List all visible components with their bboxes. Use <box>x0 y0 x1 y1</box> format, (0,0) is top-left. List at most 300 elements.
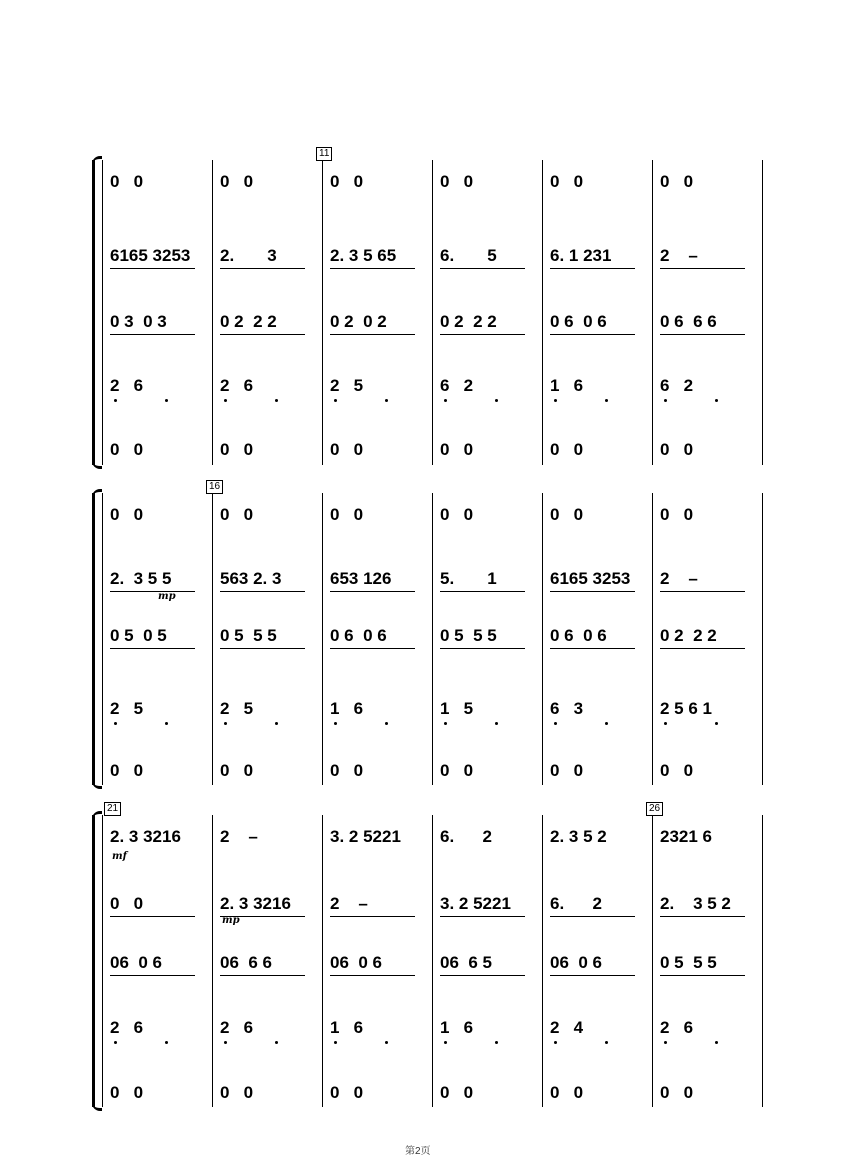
barline <box>432 493 433 785</box>
jianpu-notes: 2 5 6 1 <box>660 699 712 718</box>
octave-dot <box>334 399 337 402</box>
jianpu-notes: 0 0 <box>330 505 364 524</box>
octave-dot <box>444 1041 447 1044</box>
part-row <box>440 376 544 416</box>
part-row <box>110 626 214 666</box>
part-row <box>550 505 654 545</box>
part-row <box>660 505 764 545</box>
measure <box>660 493 764 785</box>
jianpu-notes: 2. 3 3216 <box>220 894 291 913</box>
jianpu-notes: 0 0 <box>110 172 144 191</box>
jianpu-notes: 6 3 <box>550 699 584 718</box>
beam-line <box>440 591 525 592</box>
beam-line <box>660 591 745 592</box>
part-row <box>440 1083 544 1123</box>
beam-line <box>220 975 305 976</box>
part-row <box>110 312 214 352</box>
part-row <box>660 1083 764 1123</box>
jianpu-notes: 0 0 <box>660 1083 694 1102</box>
jianpu-notes: 0 2 2 2 <box>440 312 497 331</box>
octave-dot <box>165 722 168 725</box>
measure <box>440 160 544 465</box>
jianpu-notes: 2321 6 <box>660 827 712 846</box>
jianpu-notes: 0 0 <box>110 505 144 524</box>
part-row <box>330 699 434 739</box>
jianpu-notes: 2 6 <box>110 1018 144 1037</box>
part-row <box>110 1083 214 1123</box>
part-row <box>330 312 434 352</box>
part-row <box>440 1018 544 1058</box>
part-row <box>550 894 654 934</box>
jianpu-notes: 0 0 <box>110 761 144 780</box>
barline <box>322 815 323 1107</box>
beam-line <box>110 591 195 592</box>
beam-line <box>440 916 525 917</box>
octave-dot <box>114 399 117 402</box>
octave-dot <box>385 399 388 402</box>
beam-line <box>550 334 635 335</box>
part-row <box>440 953 544 993</box>
jianpu-notes: 1 6 <box>330 1018 364 1037</box>
jianpu-notes: 06 0 6 <box>110 953 162 972</box>
measure <box>330 815 434 1107</box>
jianpu-notes: 563 2. 3 <box>220 569 282 588</box>
jianpu-notes: 3. 2 5221 <box>330 827 401 846</box>
part-row <box>660 953 764 993</box>
jianpu-notes: 2 5 <box>220 699 254 718</box>
jianpu-notes: 6165 3253 <box>550 569 631 588</box>
jianpu-notes: 5. 1 <box>440 569 497 588</box>
part-row <box>440 172 544 212</box>
beam-line <box>440 268 525 269</box>
octave-dot <box>715 722 718 725</box>
part-row <box>660 761 764 801</box>
barline <box>432 160 433 465</box>
jianpu-notes: 0 0 <box>440 440 474 459</box>
jianpu-notes: 0 2 2 2 <box>660 626 717 645</box>
jianpu-notes: 0 5 5 5 <box>660 953 717 972</box>
part-row <box>110 246 214 286</box>
barline <box>212 815 213 1107</box>
part-row <box>660 172 764 212</box>
measure <box>330 160 434 465</box>
jianpu-notes: 6 2 <box>440 376 474 395</box>
page-footer: 第2页 <box>405 1146 431 1157</box>
beam-line <box>660 648 745 649</box>
part-row <box>660 894 764 934</box>
dynamic-marking: mp <box>222 915 240 926</box>
jianpu-notes: 3. 2 5221 <box>440 894 511 913</box>
part-row <box>220 376 324 416</box>
beam-line <box>330 916 415 917</box>
jianpu-notes: 0 6 0 6 <box>550 626 607 645</box>
octave-dot <box>444 722 447 725</box>
part-row <box>330 172 434 212</box>
rehearsal-mark: 16 <box>206 480 223 494</box>
jianpu-notes: 0 0 <box>220 761 254 780</box>
rehearsal-mark: 21 <box>104 802 121 816</box>
part-row <box>220 699 324 739</box>
part-row <box>440 699 544 739</box>
jianpu-notes: 2 6 <box>110 376 144 395</box>
rehearsal-mark: 11 <box>316 147 332 161</box>
dynamic-marking: mf <box>112 851 127 862</box>
part-row <box>660 569 764 609</box>
jianpu-notes: 0 0 <box>660 505 694 524</box>
part-row <box>330 569 434 609</box>
jianpu-notes: 0 0 <box>440 761 474 780</box>
jianpu-notes: 0 0 <box>110 440 144 459</box>
system-start-line <box>102 160 103 465</box>
barline <box>652 160 653 465</box>
jianpu-notes: 2 6 <box>220 376 254 395</box>
beam-line <box>550 648 635 649</box>
beam-line <box>330 591 415 592</box>
part-row <box>440 505 544 545</box>
part-row <box>110 172 214 212</box>
jianpu-notes: 0 0 <box>550 761 584 780</box>
octave-dot <box>334 1041 337 1044</box>
octave-dot <box>385 722 388 725</box>
beam-line <box>220 268 305 269</box>
jianpu-notes: 0 0 <box>110 894 144 913</box>
jianpu-notes: 0 2 2 2 <box>220 312 277 331</box>
jianpu-notes: 0 0 <box>220 1083 254 1102</box>
beam-line <box>550 975 635 976</box>
jianpu-notes: 1 6 <box>550 376 584 395</box>
barline <box>652 815 653 1107</box>
part-row <box>330 626 434 666</box>
jianpu-notes: 2. 3 <box>220 246 277 265</box>
dynamic-marking: mp <box>158 591 176 602</box>
part-row <box>550 699 654 739</box>
jianpu-notes: 0 0 <box>440 1083 474 1102</box>
part-row <box>660 440 764 480</box>
octave-dot <box>554 722 557 725</box>
measure <box>440 815 544 1107</box>
measure <box>660 160 764 465</box>
part-row <box>440 827 544 867</box>
part-row <box>330 953 434 993</box>
beam-line <box>110 268 195 269</box>
measure <box>330 493 434 785</box>
part-row <box>550 953 654 993</box>
jianpu-notes: 1 6 <box>440 1018 474 1037</box>
octave-dot <box>275 399 278 402</box>
jianpu-notes: 0 6 0 6 <box>330 626 387 645</box>
jianpu-notes: 0 0 <box>550 440 584 459</box>
jianpu-notes: 0 5 5 5 <box>220 626 277 645</box>
barline <box>762 815 763 1107</box>
octave-dot <box>605 1041 608 1044</box>
jianpu-notes: 6. 2 <box>440 827 492 846</box>
part-row <box>220 827 324 867</box>
jianpu-notes: 1 5 <box>440 699 474 718</box>
part-row <box>550 246 654 286</box>
jianpu-notes: 2 6 <box>220 1018 254 1037</box>
barline <box>542 815 543 1107</box>
part-row <box>440 626 544 666</box>
score-system <box>92 481 772 785</box>
octave-dot <box>165 399 168 402</box>
octave-dot <box>165 1041 168 1044</box>
beam-line <box>550 268 635 269</box>
beam-line <box>330 648 415 649</box>
jianpu-notes: 06 0 6 <box>550 953 602 972</box>
beam-line <box>660 916 745 917</box>
jianpu-notes: 0 6 6 6 <box>660 312 717 331</box>
part-row <box>330 440 434 480</box>
part-row <box>330 827 434 867</box>
part-row <box>110 761 214 801</box>
octave-dot <box>444 399 447 402</box>
part-row <box>330 246 434 286</box>
score-system <box>92 148 772 465</box>
beam-line <box>110 975 195 976</box>
octave-dot <box>715 399 718 402</box>
beam-line <box>440 648 525 649</box>
octave-dot <box>605 399 608 402</box>
barline <box>762 160 763 465</box>
system-bracket <box>92 815 101 1107</box>
jianpu-notes: 0 0 <box>550 505 584 524</box>
beam-line <box>330 975 415 976</box>
octave-dot <box>275 722 278 725</box>
jianpu-notes: 2 – <box>660 246 698 265</box>
part-row <box>550 827 654 867</box>
jianpu-notes: 2 4 <box>550 1018 584 1037</box>
octave-dot <box>495 722 498 725</box>
jianpu-notes: 1 6 <box>330 699 364 718</box>
beam-line <box>440 975 525 976</box>
octave-dot <box>224 1041 227 1044</box>
measure <box>110 493 214 785</box>
part-row <box>660 246 764 286</box>
octave-dot <box>224 399 227 402</box>
part-row <box>330 505 434 545</box>
part-row <box>220 505 324 545</box>
system-start-line <box>102 815 103 1107</box>
beam-line <box>550 916 635 917</box>
octave-dot <box>114 722 117 725</box>
jianpu-notes: 0 2 0 2 <box>330 312 387 331</box>
part-row <box>110 505 214 545</box>
part-row <box>110 376 214 416</box>
beam-line <box>220 334 305 335</box>
barline <box>212 493 213 785</box>
part-row <box>550 376 654 416</box>
jianpu-notes: 0 0 <box>550 1083 584 1102</box>
jianpu-notes: 0 0 <box>330 1083 364 1102</box>
part-row <box>550 626 654 666</box>
jianpu-notes: 6. 1 231 <box>550 246 612 265</box>
part-row <box>550 761 654 801</box>
part-row <box>440 894 544 934</box>
barline <box>542 493 543 785</box>
part-row <box>110 699 214 739</box>
part-row <box>330 376 434 416</box>
jianpu-notes: 653 126 <box>330 569 392 588</box>
octave-dot <box>664 722 667 725</box>
score-system <box>92 803 772 1107</box>
part-row <box>220 894 324 934</box>
jianpu-notes: 0 0 <box>550 172 584 191</box>
part-row <box>110 440 214 480</box>
jianpu-notes: 2. 3 5 2 <box>660 894 731 913</box>
jianpu-notes: 0 0 <box>220 505 254 524</box>
octave-dot <box>334 722 337 725</box>
part-row <box>110 894 214 934</box>
octave-dot <box>554 399 557 402</box>
part-row <box>220 246 324 286</box>
barline <box>212 160 213 465</box>
jianpu-notes: 0 0 <box>330 172 364 191</box>
barline <box>432 815 433 1107</box>
jianpu-notes: 0 0 <box>660 761 694 780</box>
jianpu-notes: 0 0 <box>440 172 474 191</box>
part-row <box>220 312 324 352</box>
beam-line <box>660 334 745 335</box>
measure <box>220 815 324 1107</box>
jianpu-notes: 6. 2 <box>550 894 602 913</box>
octave-dot <box>554 1041 557 1044</box>
beam-line <box>660 268 745 269</box>
part-row <box>110 953 214 993</box>
part-row <box>550 172 654 212</box>
beam-line <box>110 916 195 917</box>
part-row <box>550 1018 654 1058</box>
barline <box>762 493 763 785</box>
part-row <box>220 761 324 801</box>
measure <box>110 160 214 465</box>
part-row <box>330 761 434 801</box>
part-row <box>440 440 544 480</box>
part-row <box>660 827 764 867</box>
octave-dot <box>664 1041 667 1044</box>
part-row <box>660 312 764 352</box>
jianpu-notes: 2 5 <box>110 699 144 718</box>
part-row <box>220 1083 324 1123</box>
beam-line <box>110 648 195 649</box>
barline <box>322 493 323 785</box>
beam-line <box>110 334 195 335</box>
jianpu-notes: 0 6 0 6 <box>550 312 607 331</box>
part-row <box>220 440 324 480</box>
jianpu-notes: 0 5 0 5 <box>110 626 167 645</box>
jianpu-notes: 2. 3 5 5 <box>110 569 172 588</box>
part-row <box>440 312 544 352</box>
jianpu-notes: 0 0 <box>660 440 694 459</box>
jianpu-notes: 0 0 <box>330 761 364 780</box>
jianpu-notes: 2 – <box>660 569 698 588</box>
beam-line <box>330 268 415 269</box>
part-row <box>660 699 764 739</box>
measure <box>550 160 654 465</box>
jianpu-notes: 2 – <box>220 827 258 846</box>
barline <box>322 160 323 465</box>
jianpu-notes: 0 0 <box>220 172 254 191</box>
system-bracket <box>92 493 101 785</box>
jianpu-notes: 06 0 6 <box>330 953 382 972</box>
beam-line <box>330 334 415 335</box>
measure <box>550 815 654 1107</box>
rehearsal-mark: 26 <box>646 802 663 816</box>
part-row <box>220 1018 324 1058</box>
part-row <box>440 569 544 609</box>
octave-dot <box>495 399 498 402</box>
part-row <box>330 1018 434 1058</box>
part-row <box>550 569 654 609</box>
part-row <box>440 761 544 801</box>
part-row <box>550 1083 654 1123</box>
beam-line <box>660 975 745 976</box>
part-row <box>550 312 654 352</box>
beam-line <box>440 334 525 335</box>
jianpu-notes: 0 3 0 3 <box>110 312 167 331</box>
octave-dot <box>495 1041 498 1044</box>
octave-dot <box>605 722 608 725</box>
beam-line <box>220 591 305 592</box>
jianpu-notes: 0 0 <box>660 172 694 191</box>
octave-dot <box>664 399 667 402</box>
part-row <box>550 440 654 480</box>
octave-dot <box>275 1041 278 1044</box>
system-start-line <box>102 493 103 785</box>
barline <box>652 493 653 785</box>
measure <box>550 493 654 785</box>
jianpu-notes: 0 0 <box>220 440 254 459</box>
jianpu-notes: 2 5 <box>330 376 364 395</box>
octave-dot <box>224 722 227 725</box>
part-row <box>330 894 434 934</box>
measure <box>220 493 324 785</box>
beam-line <box>220 648 305 649</box>
jianpu-notes: 2. 3 5 2 <box>550 827 607 846</box>
jianpu-notes: 6165 3253 <box>110 246 191 265</box>
part-row <box>220 172 324 212</box>
part-row <box>110 1018 214 1058</box>
part-row <box>660 626 764 666</box>
jianpu-notes: 0 0 <box>330 440 364 459</box>
beam-line <box>550 591 635 592</box>
jianpu-notes: 0 5 5 5 <box>440 626 497 645</box>
measure <box>660 815 764 1107</box>
octave-dot <box>114 1041 117 1044</box>
jianpu-notes: 2. 3 5 65 <box>330 246 397 265</box>
part-row <box>220 953 324 993</box>
octave-dot <box>715 1041 718 1044</box>
barline <box>542 160 543 465</box>
jianpu-notes: 6 2 <box>660 376 694 395</box>
measure <box>440 493 544 785</box>
jianpu-notes: 2. 3 3216 <box>110 827 181 846</box>
part-row <box>220 626 324 666</box>
part-row <box>220 569 324 609</box>
system-bracket <box>92 160 101 465</box>
jianpu-notes: 0 0 <box>440 505 474 524</box>
measure <box>220 160 324 465</box>
jianpu-notes: 06 6 6 <box>220 953 272 972</box>
jianpu-notes: 2 6 <box>660 1018 694 1037</box>
part-row <box>660 1018 764 1058</box>
jianpu-notes: 06 6 5 <box>440 953 492 972</box>
part-row <box>110 569 214 609</box>
part-row <box>440 246 544 286</box>
part-row <box>330 1083 434 1123</box>
jianpu-notes: 6. 5 <box>440 246 497 265</box>
part-row <box>660 376 764 416</box>
octave-dot <box>385 1041 388 1044</box>
